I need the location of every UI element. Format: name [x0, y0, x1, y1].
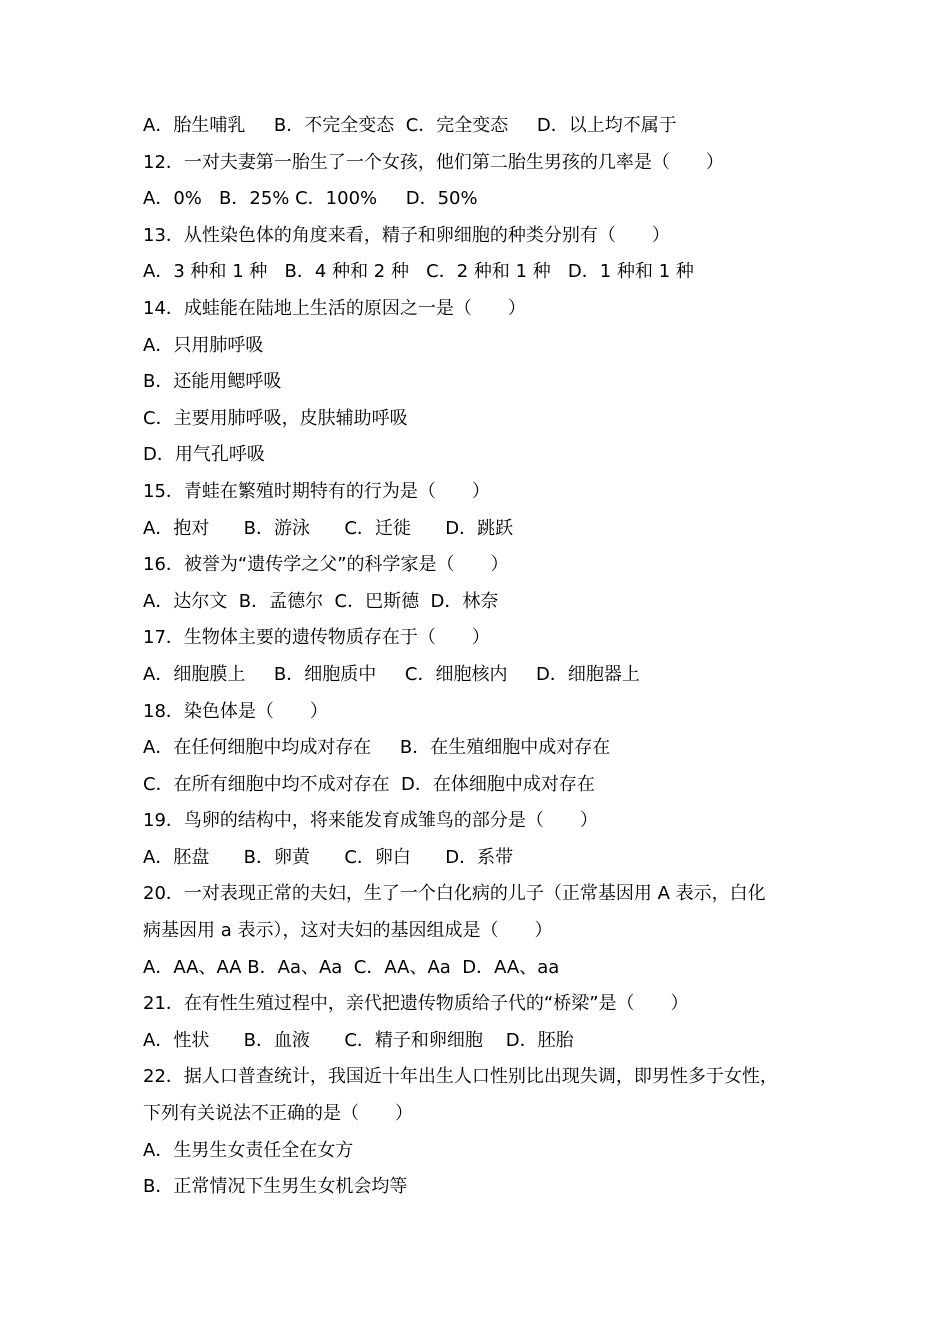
q16-options: A．达尔文 B．孟德尔 C．巴斯德 D．林奈: [143, 590, 499, 612]
q18-options-cd: C．在所有细胞中均不成对存在 D．在体细胞中成对存在: [143, 773, 595, 795]
q21-options: A．性状 B．血液 C．精子和卵细胞 D．胚胎: [143, 1029, 574, 1051]
q17-stem: 17．生物体主要的遗传物质存在于（ ）: [143, 627, 490, 649]
q20-stem-line1: 20．一对表现正常的夫妇，生了一个白化病的儿子（正常基因用 A 表示，白化: [143, 883, 766, 905]
q22-stem-line1: 22．据人口普查统计，我国近十年出生人口性别比出现失调，即男性多于女性，: [143, 1066, 778, 1088]
q18-stem: 18．染色体是（ ）: [143, 700, 328, 722]
q20-options: A．AA、AA B．Aa、Aa C．AA、Aa D．AA、aa: [143, 956, 560, 978]
q21-stem: 21．在有性生殖过程中，亲代把遗传物质给子代的“桥梁”是（ ）: [143, 993, 689, 1015]
document-page: [143, 108, 843, 1206]
q22-option-a: A．生男生女责任全在女方: [143, 1139, 354, 1161]
q14-option-d: D．用气孔呼吸: [143, 444, 265, 466]
q14-option-b: B．还能用鳃呼吸: [143, 371, 282, 393]
q19-options: A．胚盘 B．卵黄 C．卵白 D．系带: [143, 846, 514, 868]
q13-stem: 13．从性染色体的角度来看，精子和卵细胞的种类分别有（ ）: [143, 224, 670, 246]
q11-options: A．胎生哺乳 B．不完全变态 C．完全变态 D．以上均不属于: [143, 115, 677, 136]
q19-stem: 19．鸟卵的结构中，将来能发育成雏鸟的部分是（ ）: [143, 810, 598, 832]
q16-stem: 16．被誉为“遗传学之父”的科学家是（ ）: [143, 554, 509, 576]
q17-options: A．细胞膜上 B．细胞质中 C．细胞核内 D．细胞器上: [143, 663, 640, 685]
q22-stem-line2: 下列有关说法不正确的是（ ）: [143, 1103, 413, 1125]
q12-stem: 12．一对夫妻第一胎生了一个女孩，他们第二胎生男孩的几率是（ ）: [143, 151, 724, 173]
q14-option-c: C．主要用肺呼吸，皮肤辅助呼吸: [143, 407, 408, 429]
q20-stem-line2: 病基因用 a 表示），这对夫妇的基因组成是（ ）: [143, 920, 553, 942]
q18-options-ab: A．在任何细胞中均成对存在 B．在生殖细胞中成对存在: [143, 737, 611, 759]
q14-stem: 14．成蛙能在陆地上生活的原因之一是（ ）: [143, 297, 526, 319]
q13-options: A．3 种和 1 种 B．4 种和 2 种 C．2 种和 1 种 D．1 种和 1 种: [143, 261, 694, 283]
q15-stem: 15．青蛙在繁殖时期特有的行为是（ ）: [143, 480, 490, 502]
q14-option-a: A．只用肺呼吸: [143, 334, 264, 356]
q15-options: A．抱对 B．游泳 C．迁徙 D．跳跃: [143, 517, 514, 539]
q22-option-b: B．正常情况下生男生女机会均等: [143, 1176, 408, 1198]
q12-options: A．0% B．25% C．100% D．50%: [143, 188, 478, 210]
